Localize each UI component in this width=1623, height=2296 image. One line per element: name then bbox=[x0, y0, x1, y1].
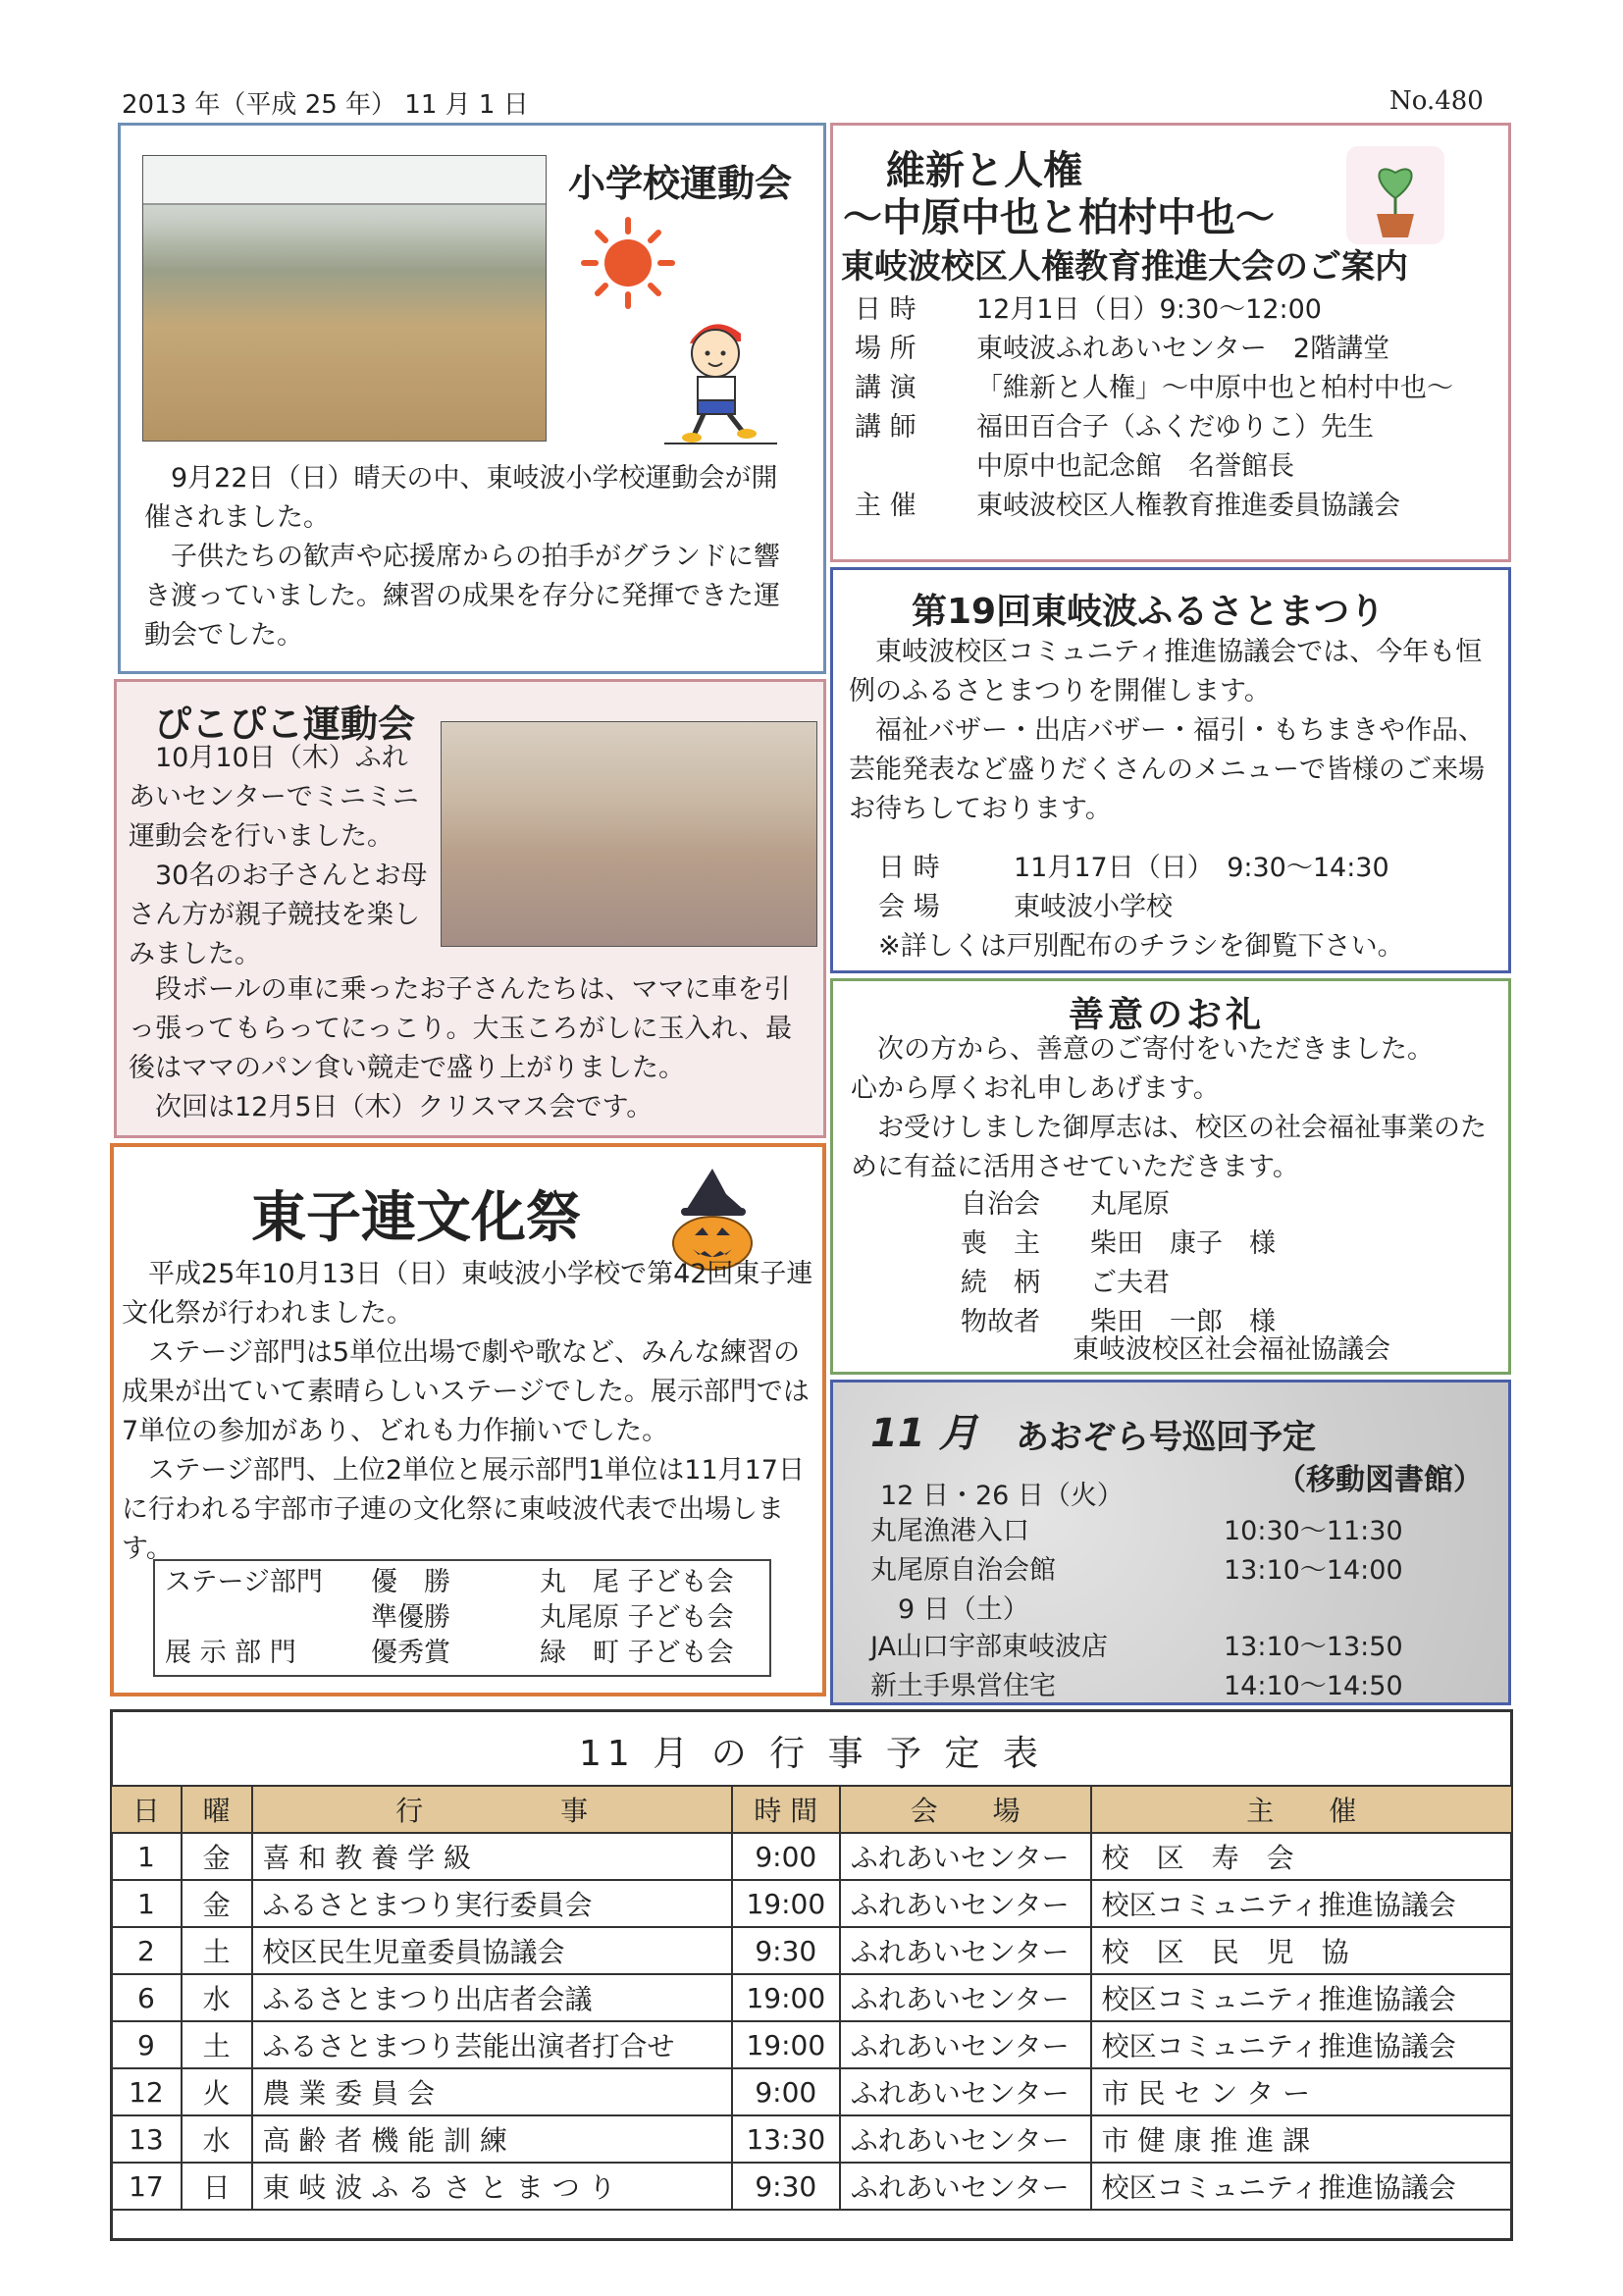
pikopiko-section bbox=[114, 679, 826, 1138]
cell-weekday: 金 bbox=[182, 1880, 252, 1927]
cell-venue: ふれあいセンター bbox=[840, 2021, 1091, 2068]
schedule-row bbox=[111, 1974, 1512, 2021]
cell-weekday: 日 bbox=[182, 2163, 252, 2210]
result-category: ステージ部門 bbox=[165, 1567, 323, 1597]
result-award: 優 勝 bbox=[371, 1567, 450, 1597]
cell-venue: ふれあいセンター bbox=[840, 1833, 1091, 1880]
library-date-2: 9 日（土） bbox=[898, 1594, 1029, 1625]
library-stop bbox=[870, 1628, 1498, 1667]
pikopiko-title: ぴこぴこ運動会 bbox=[154, 703, 416, 746]
detail-row bbox=[855, 447, 1502, 487]
culture-festival-section bbox=[110, 1143, 826, 1696]
cell-day: 2 bbox=[111, 1927, 182, 1974]
schedule-row bbox=[111, 1880, 1512, 1927]
cell-time: 19:00 bbox=[732, 1880, 840, 1927]
result-row bbox=[165, 1636, 759, 1671]
cell-time: 9:00 bbox=[732, 1833, 840, 1880]
schedule-row bbox=[111, 2115, 1512, 2163]
donation-details bbox=[961, 1185, 1491, 1342]
pikopiko-photo bbox=[441, 721, 817, 947]
library-date-1: 12 日・26 日（火） bbox=[880, 1481, 1124, 1511]
cell-time: 9:00 bbox=[732, 2068, 840, 2115]
schedule-row bbox=[111, 2163, 1512, 2210]
schedule-row bbox=[111, 2068, 1512, 2115]
detail-row bbox=[961, 1185, 1491, 1225]
sports-day-section bbox=[118, 123, 826, 674]
sports-day-photo bbox=[142, 155, 547, 442]
result-award: 準優勝 bbox=[371, 1602, 450, 1633]
library-title: あおぞら号巡回予定 bbox=[1016, 1418, 1316, 1457]
pikopiko-body-wide bbox=[129, 970, 815, 1127]
donation-thanks-section bbox=[830, 978, 1511, 1375]
furusato-festival-section bbox=[830, 567, 1511, 973]
detail-value: 「維新と人権」～中原中也と柏村中也～ bbox=[976, 373, 1453, 403]
detail-row bbox=[855, 487, 1502, 526]
cell-weekday: 金 bbox=[182, 1833, 252, 1880]
culture-festival-body bbox=[122, 1255, 814, 1569]
detail-label bbox=[855, 447, 976, 487]
detail-row bbox=[855, 290, 1502, 330]
cell-day: 17 bbox=[111, 2163, 182, 2210]
result-group: 丸尾原 子ども会 bbox=[540, 1602, 734, 1633]
cell-venue: ふれあいセンター bbox=[840, 2163, 1091, 2210]
library-stop bbox=[870, 1551, 1498, 1591]
col-header-day: 日 bbox=[111, 1786, 182, 1833]
cell-organizer: 校区コミュニティ推進協議会 bbox=[1091, 2163, 1512, 2210]
detail-value: 東岐波小学校 bbox=[1014, 892, 1173, 922]
mobile-library-section bbox=[830, 1380, 1511, 1705]
cell-event: ふるさとまつり実行委員会 bbox=[252, 1880, 732, 1927]
detail-value: 中原中也記念館 名誉館長 bbox=[976, 451, 1294, 482]
sports-day-paragraph: 子供たちの歓声や応援席からの拍手がグランドに響き渡っていました。練習の成果を存分に発揮できた運動会でした。 bbox=[144, 542, 780, 651]
schedule-table bbox=[110, 1785, 1513, 2211]
detail-label: 日 時 bbox=[855, 294, 916, 325]
schedule-header-row bbox=[111, 1786, 1512, 1833]
human-rights-title: 維新と人権 bbox=[886, 148, 1082, 193]
pikopiko-paragraph: 30名のお子さんとお母さん方が親子競技を楽しみました。 bbox=[129, 861, 428, 969]
col-header-event: 行 事 bbox=[252, 1786, 732, 1833]
library-stop-time: 13:10～14:00 bbox=[1224, 1555, 1403, 1586]
sports-day-title: 小学校運動会 bbox=[568, 162, 793, 205]
detail-value: 東岐波ふれあいセンター 2階講堂 bbox=[976, 334, 1390, 364]
library-stop-place: JA山口宇部東岐波店 bbox=[870, 1632, 1108, 1662]
human-rights-subtitle: ～中原中也と柏村中也～ bbox=[843, 195, 1275, 240]
pikopiko-body-narrow bbox=[129, 739, 431, 974]
col-header-time: 時 間 bbox=[732, 1786, 840, 1833]
cell-day: 9 bbox=[111, 2021, 182, 2068]
donation-paragraph: お受けしました御厚志は、校区の社会福祉事業のために有益に活用させていただきます。 bbox=[851, 1113, 1487, 1182]
detail-value: 東岐波校区人権教育推進委員協議会 bbox=[976, 491, 1400, 521]
cell-organizer: 校区コミュニティ推進協議会 bbox=[1091, 1880, 1512, 1927]
detail-value: 柴田 一郎 様 bbox=[1090, 1307, 1276, 1337]
cell-venue: ふれあいセンター bbox=[840, 1974, 1091, 2021]
library-stop-time: 13:10～13:50 bbox=[1224, 1632, 1403, 1662]
cell-event: ふるさとまつり芸能出演者打合せ bbox=[252, 2021, 732, 2068]
culture-paragraph: ステージ部門は5単位出場で劇や歌など、みんな練習の成果が出ていて素晴らしいステージでした。展示部門では7単位の参加があり、どれも力作揃いでした。 bbox=[122, 1337, 810, 1446]
schedule-body bbox=[111, 1833, 1512, 2210]
detail-value: ご夫君 bbox=[1090, 1268, 1170, 1298]
library-stop-time: 14:10～14:50 bbox=[1224, 1671, 1403, 1701]
schedule-row bbox=[111, 1927, 1512, 1974]
detail-label: 自治会 bbox=[961, 1189, 1040, 1220]
cell-time: 13:30 bbox=[732, 2115, 840, 2163]
result-award: 優秀賞 bbox=[371, 1638, 450, 1668]
cell-event: 高 齢 者 機 能 訓 練 bbox=[252, 2115, 732, 2163]
donation-paragraph: 次の方から、善意のご寄付をいただきました。 bbox=[877, 1034, 1434, 1065]
library-stop-place: 丸尾漁港入口 bbox=[870, 1516, 1029, 1546]
cell-event: ふるさとまつり出店者会議 bbox=[252, 1974, 732, 2021]
donation-paragraph: 心から厚くお礼申しあげます。 bbox=[851, 1073, 1220, 1104]
festival-note: ※詳しくは戸別配布のチラシを御覧下さい。 bbox=[878, 931, 1404, 962]
result-group: 丸 尾 子ども会 bbox=[540, 1567, 734, 1597]
human-rights-event-title: 東岐波校区人権教育推進大会のご案内 bbox=[841, 247, 1408, 287]
library-stop-place: 丸尾原自治会館 bbox=[870, 1555, 1056, 1586]
pikopiko-paragraph: 10月10日（木）ふれあいセンターでミニミニ運動会を行いました。 bbox=[129, 743, 419, 852]
sports-day-body bbox=[144, 459, 804, 655]
cell-day: 13 bbox=[111, 2115, 182, 2163]
cell-day: 1 bbox=[111, 1880, 182, 1927]
tent-roof bbox=[143, 156, 546, 205]
result-category: 展 示 部 門 bbox=[165, 1638, 296, 1668]
festival-paragraph: 福祉バザー・出店バザー・福引・もちまきや作品、芸能発表など盛りだくさんのメニューで皆様のご来場お待ちしております。 bbox=[849, 715, 1485, 824]
cell-time: 9:30 bbox=[732, 2163, 840, 2210]
detail-label: 日 時 bbox=[878, 853, 940, 883]
col-header-venue: 会 場 bbox=[840, 1786, 1091, 1833]
cell-day: 12 bbox=[111, 2068, 182, 2115]
library-title-month: 11 月 bbox=[870, 1411, 978, 1456]
detail-label: 会 場 bbox=[878, 892, 940, 922]
result-category bbox=[165, 1600, 371, 1636]
detail-value: 丸尾原 bbox=[1090, 1189, 1170, 1220]
culture-festival-title: 東子連文化祭 bbox=[251, 1186, 581, 1250]
detail-label: 喪 主 bbox=[961, 1228, 1040, 1259]
running-child-icon bbox=[654, 298, 782, 445]
detail-label: 主 催 bbox=[855, 491, 916, 521]
human-rights-section bbox=[830, 123, 1511, 562]
cell-organizer: 市 健 康 推 進 課 bbox=[1091, 2115, 1512, 2163]
schedule-row bbox=[111, 2021, 1512, 2068]
festival-title: 第19回東岐波ふるさとまつり bbox=[912, 592, 1386, 632]
detail-row bbox=[878, 849, 1496, 888]
schedule-title: 11 月 の 行 事 予 定 表 bbox=[579, 1734, 1044, 1774]
detail-row bbox=[855, 369, 1502, 408]
pikopiko-paragraph: 段ボールの車に乗ったお子さんたちは、ママに車を引っ張ってもらってにっこり。大玉ころがしに玉入れ、最後はママのパン食い競走で盛り上がりました。 bbox=[129, 974, 793, 1083]
cell-event: 校区民生児童委員協議会 bbox=[252, 1927, 732, 1974]
cell-time: 9:30 bbox=[732, 1927, 840, 1974]
cell-event: 喜 和 教 養 学 級 bbox=[252, 1833, 732, 1880]
library-stop-place: 新土手県営住宅 bbox=[870, 1671, 1056, 1701]
cell-venue: ふれあいセンター bbox=[840, 2068, 1091, 2115]
cell-organizer: 市 民 セ ン タ ー bbox=[1091, 2068, 1512, 2115]
cell-event: 東 岐 波 ふ る さ と ま つ り bbox=[252, 2163, 732, 2210]
detail-value: 柴田 康子 様 bbox=[1090, 1228, 1276, 1259]
human-rights-details bbox=[855, 290, 1502, 526]
cell-organizer: 校 区 民 児 協 bbox=[1091, 1927, 1512, 1974]
schedule-row bbox=[111, 1833, 1512, 1880]
sun-icon bbox=[574, 214, 682, 312]
library-stop bbox=[870, 1512, 1498, 1551]
library-stops-2 bbox=[870, 1628, 1498, 1706]
donation-signature: 東岐波校区社会福祉協議会 bbox=[1073, 1334, 1390, 1365]
library-stops-1 bbox=[870, 1512, 1498, 1591]
cell-weekday: 水 bbox=[182, 1974, 252, 2021]
cell-venue: ふれあいセンター bbox=[840, 1927, 1091, 1974]
cell-weekday: 土 bbox=[182, 1927, 252, 1974]
cell-organizer: 校区コミュニティ推進協議会 bbox=[1091, 2021, 1512, 2068]
detail-label: 講 師 bbox=[855, 412, 916, 443]
library-stop bbox=[870, 1667, 1498, 1706]
detail-label: 講 演 bbox=[855, 373, 916, 403]
detail-value: 福田百合子（ふくだゆりこ）先生 bbox=[976, 412, 1374, 443]
cell-weekday: 土 bbox=[182, 2021, 252, 2068]
library-subtitle: （移動図書館） bbox=[1277, 1463, 1483, 1497]
sports-day-paragraph: 9月22日（日）晴天の中、東岐波小学校運動会が開催されました。 bbox=[144, 463, 778, 533]
detail-value: 12月1日（日）9:30～12:00 bbox=[976, 294, 1322, 325]
festival-details bbox=[878, 849, 1496, 966]
schedule-table-wrap bbox=[110, 1785, 1513, 2211]
library-stop-time: 10:30～11:30 bbox=[1224, 1516, 1403, 1546]
cell-venue: ふれあいセンター bbox=[840, 1880, 1091, 1927]
detail-row bbox=[855, 408, 1502, 447]
col-header-weekday: 曜 bbox=[182, 1786, 252, 1833]
result-row bbox=[165, 1565, 759, 1600]
cell-organizer: 校区コミュニティ推進協議会 bbox=[1091, 1974, 1512, 2021]
event-schedule bbox=[110, 1709, 1513, 2241]
result-row bbox=[165, 1600, 759, 1636]
issue-number: No.480 bbox=[1389, 86, 1484, 116]
donation-title: 善意のお礼 bbox=[1069, 995, 1266, 1035]
cell-time: 19:00 bbox=[732, 1974, 840, 2021]
culture-results-box bbox=[153, 1559, 771, 1677]
issue-date: 2013 年（平成 25 年） 11 月 1 日 bbox=[122, 90, 529, 120]
culture-paragraph: ステージ部門、上位2単位と展示部門1単位は11月17日に行われる宇部市子連の文化祭に東岐波代表で出場します。 bbox=[122, 1455, 805, 1564]
detail-row bbox=[878, 888, 1496, 927]
pikopiko-paragraph: 次回は12月5日（木）クリスマス会です。 bbox=[155, 1092, 654, 1122]
cell-venue: ふれあいセンター bbox=[840, 2115, 1091, 2163]
cell-day: 6 bbox=[111, 1974, 182, 2021]
detail-label: 場 所 bbox=[855, 334, 916, 364]
detail-label: 物故者 bbox=[961, 1307, 1040, 1337]
result-group: 緑 町 子ども会 bbox=[540, 1638, 734, 1668]
festival-body bbox=[849, 633, 1496, 829]
detail-label: 続 柄 bbox=[961, 1268, 1040, 1298]
donation-body bbox=[851, 1030, 1502, 1187]
cell-organizer: 校 区 寿 会 bbox=[1091, 1833, 1512, 1880]
detail-row bbox=[961, 1264, 1491, 1303]
culture-paragraph: 平成25年10月13日（日）東岐波小学校で第42回東子連文化祭が行われました。 bbox=[122, 1259, 813, 1329]
detail-row bbox=[855, 330, 1502, 369]
detail-row bbox=[961, 1225, 1491, 1264]
cell-event: 農 業 委 員 会 bbox=[252, 2068, 732, 2115]
heart-plant-icon bbox=[1341, 141, 1449, 249]
cell-day: 1 bbox=[111, 1833, 182, 1880]
col-header-organizer: 主 催 bbox=[1091, 1786, 1512, 1833]
festival-paragraph: 東岐波校区コミュニティ推進協議会では、今年も恒例のふるさとまつりを開催します。 bbox=[849, 637, 1483, 706]
cell-weekday: 火 bbox=[182, 2068, 252, 2115]
cell-weekday: 水 bbox=[182, 2115, 252, 2163]
cell-time: 19:00 bbox=[732, 2021, 840, 2068]
detail-value: 11月17日（日） 9:30～14:30 bbox=[1014, 853, 1389, 883]
